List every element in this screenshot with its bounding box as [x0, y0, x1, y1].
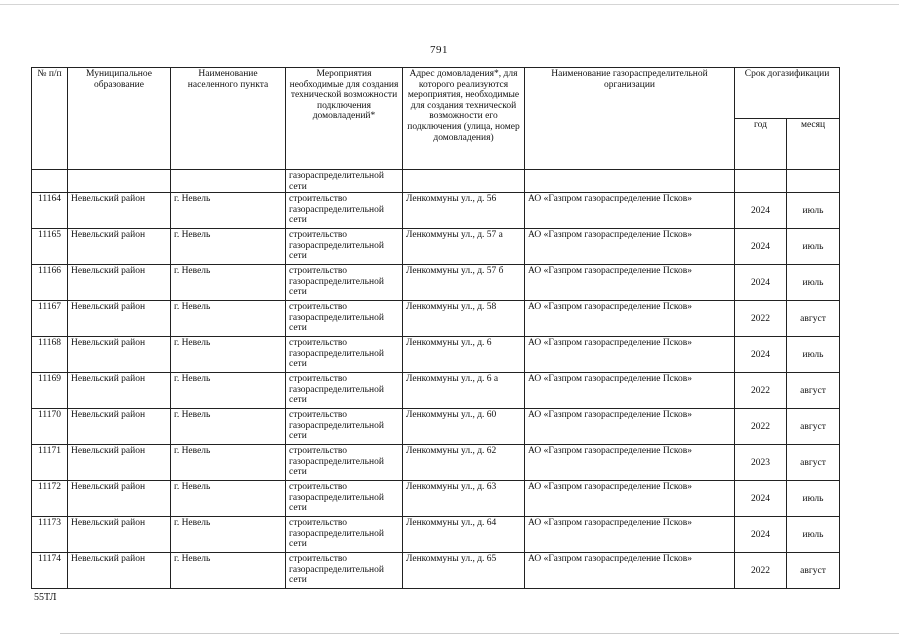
cell-month: июль [787, 337, 840, 373]
header-num: № п/п [32, 68, 68, 170]
cell-gas-org: АО «Газпром газораспределение Псков» [525, 265, 735, 301]
cell-measure: строительство газораспределительной сети [286, 265, 403, 301]
cell-gas-org: АО «Газпром газораспределение Псков» [525, 337, 735, 373]
cell-num: 11171 [32, 445, 68, 481]
cell-year: 2022 [735, 553, 787, 589]
cell-municipal: Невельский район [68, 373, 171, 409]
cell-year: 2024 [735, 229, 787, 265]
cell-num: 11166 [32, 265, 68, 301]
cell-municipal: Невельский район [68, 409, 171, 445]
cell-gas-org: АО «Газпром газораспределение Псков» [525, 301, 735, 337]
cell-measure: строительство газораспределительной сети [286, 553, 403, 589]
cell-year: 2024 [735, 517, 787, 553]
cell-measure: строительство газораспределительной сети [286, 337, 403, 373]
cell-gas-org: АО «Газпром газораспределение Псков» [525, 445, 735, 481]
table-row [32, 229, 840, 265]
cell-month: август [787, 373, 840, 409]
cell-address: Ленкоммуны ул., д. 58 [403, 301, 525, 337]
header-month: месяц [787, 119, 840, 170]
cell-measure: строительство газораспределительной сети [286, 481, 403, 517]
cell-measure: газораспределительной сети [286, 170, 403, 193]
table-row [32, 265, 840, 301]
cell-num: 11170 [32, 409, 68, 445]
cell-measure: строительство газораспределительной сети [286, 193, 403, 229]
cell-settlement: г. Невель [171, 553, 286, 589]
cell-address: Ленкоммуны ул., д. 65 [403, 553, 525, 589]
cell-year: 2024 [735, 265, 787, 301]
table-row [32, 517, 840, 553]
cell-settlement: г. Невель [171, 193, 286, 229]
page-number: 791 [430, 44, 448, 56]
cell-month: июль [787, 229, 840, 265]
cell-year: 2024 [735, 193, 787, 229]
cell-settlement: г. Невель [171, 445, 286, 481]
table-row [32, 445, 840, 481]
cell-address: Ленкоммуны ул., д. 6 а [403, 373, 525, 409]
cell-gas-org: АО «Газпром газораспределение Псков» [525, 229, 735, 265]
cell-settlement: г. Невель [171, 409, 286, 445]
continuation-row [32, 170, 840, 193]
cell-municipal: Невельский район [68, 481, 171, 517]
cell-gas-org: АО «Газпром газораспределение Псков» [525, 193, 735, 229]
cell-measure: строительство газораспределительной сети [286, 445, 403, 481]
cell-measure: строительство газораспределительной сети [286, 301, 403, 337]
cell-settlement: г. Невель [171, 337, 286, 373]
document-code: 55ТЛ [34, 592, 57, 603]
cell-num: 11164 [32, 193, 68, 229]
cell-address: Ленкоммуны ул., д. 64 [403, 517, 525, 553]
cell-address: Ленкоммуны ул., д. 56 [403, 193, 525, 229]
header-period: Срок догазификации [735, 68, 840, 119]
header-gas-org: Наименование газораспределительной организации [525, 68, 735, 170]
cell-gas-org: АО «Газпром газораспределение Псков» [525, 481, 735, 517]
cell-year: 2022 [735, 373, 787, 409]
cell-month: июль [787, 517, 840, 553]
cell-measure: строительство газораспределительной сети [286, 409, 403, 445]
cell-num: 11169 [32, 373, 68, 409]
cell-month: июль [787, 481, 840, 517]
cell-month: август [787, 553, 840, 589]
cell-gas-org: АО «Газпром газораспределение Псков» [525, 517, 735, 553]
cell-municipal: Невельский район [68, 193, 171, 229]
cell-address: Ленкоммуны ул., д. 6 [403, 337, 525, 373]
header-measures: Мероприятия необходимые для создания технической возможности подключения домовладений* [286, 68, 403, 170]
cell-month: июль [787, 193, 840, 229]
table-header-row [32, 68, 840, 119]
table-row [32, 553, 840, 589]
table-row [32, 301, 840, 337]
cell-year: 2023 [735, 445, 787, 481]
cell-municipal: Невельский район [68, 301, 171, 337]
cell-address: Ленкоммуны ул., д. 57 а [403, 229, 525, 265]
cell-num: 11168 [32, 337, 68, 373]
cell-gas-org: АО «Газпром газораспределение Псков» [525, 373, 735, 409]
table-row [32, 481, 840, 517]
cell-address: Ленкоммуны ул., д. 63 [403, 481, 525, 517]
cell-gas-org: АО «Газпром газораспределение Псков» [525, 553, 735, 589]
cell-settlement: г. Невель [171, 517, 286, 553]
cell-settlement: г. Невель [171, 265, 286, 301]
table-row [32, 337, 840, 373]
cell-municipal: Невельский район [68, 553, 171, 589]
cell-num: 11167 [32, 301, 68, 337]
cell-month: август [787, 409, 840, 445]
cell-settlement: г. Невель [171, 481, 286, 517]
cell-municipal: Невельский район [68, 445, 171, 481]
cell-gas-org: АО «Газпром газораспределение Псков» [525, 409, 735, 445]
scan-edge-bottom [60, 633, 899, 634]
scan-edge-top [0, 4, 899, 5]
cell-num: 11172 [32, 481, 68, 517]
cell-municipal: Невельский район [68, 265, 171, 301]
cell-municipal: Невельский район [68, 229, 171, 265]
cell-num: 11174 [32, 553, 68, 589]
cell-num: 11165 [32, 229, 68, 265]
cell-num: 11173 [32, 517, 68, 553]
cell-measure: строительство газораспределительной сети [286, 229, 403, 265]
cell-settlement: г. Невель [171, 373, 286, 409]
cell-year: 2022 [735, 301, 787, 337]
cell-year: 2024 [735, 337, 787, 373]
table-row [32, 193, 840, 229]
cell-measure: строительство газораспределительной сети [286, 517, 403, 553]
cell-month: август [787, 445, 840, 481]
cell-address: Ленкоммуны ул., д. 57 б [403, 265, 525, 301]
cell-settlement: г. Невель [171, 301, 286, 337]
cell-municipal: Невельский район [68, 337, 171, 373]
cell-month: август [787, 301, 840, 337]
cell-month: июль [787, 265, 840, 301]
cell-municipal: Невельский район [68, 517, 171, 553]
gasification-table [31, 67, 840, 589]
cell-address: Ленкоммуны ул., д. 62 [403, 445, 525, 481]
header-municipal: Муниципальное образование [68, 68, 171, 170]
cell-settlement: г. Невель [171, 229, 286, 265]
table-row [32, 409, 840, 445]
table-row [32, 373, 840, 409]
header-settlement: Наименование населенного пункта [171, 68, 286, 170]
cell-address: Ленкоммуны ул., д. 60 [403, 409, 525, 445]
cell-year: 2024 [735, 481, 787, 517]
cell-measure: строительство газораспределительной сети [286, 373, 403, 409]
cell-year: 2022 [735, 409, 787, 445]
header-year: год [735, 119, 787, 170]
header-address: Адрес домовладения*, для которого реализуются мероприятия, необходимые для создания технической возможности его подключения (улица, номер домовладения) [403, 68, 525, 170]
